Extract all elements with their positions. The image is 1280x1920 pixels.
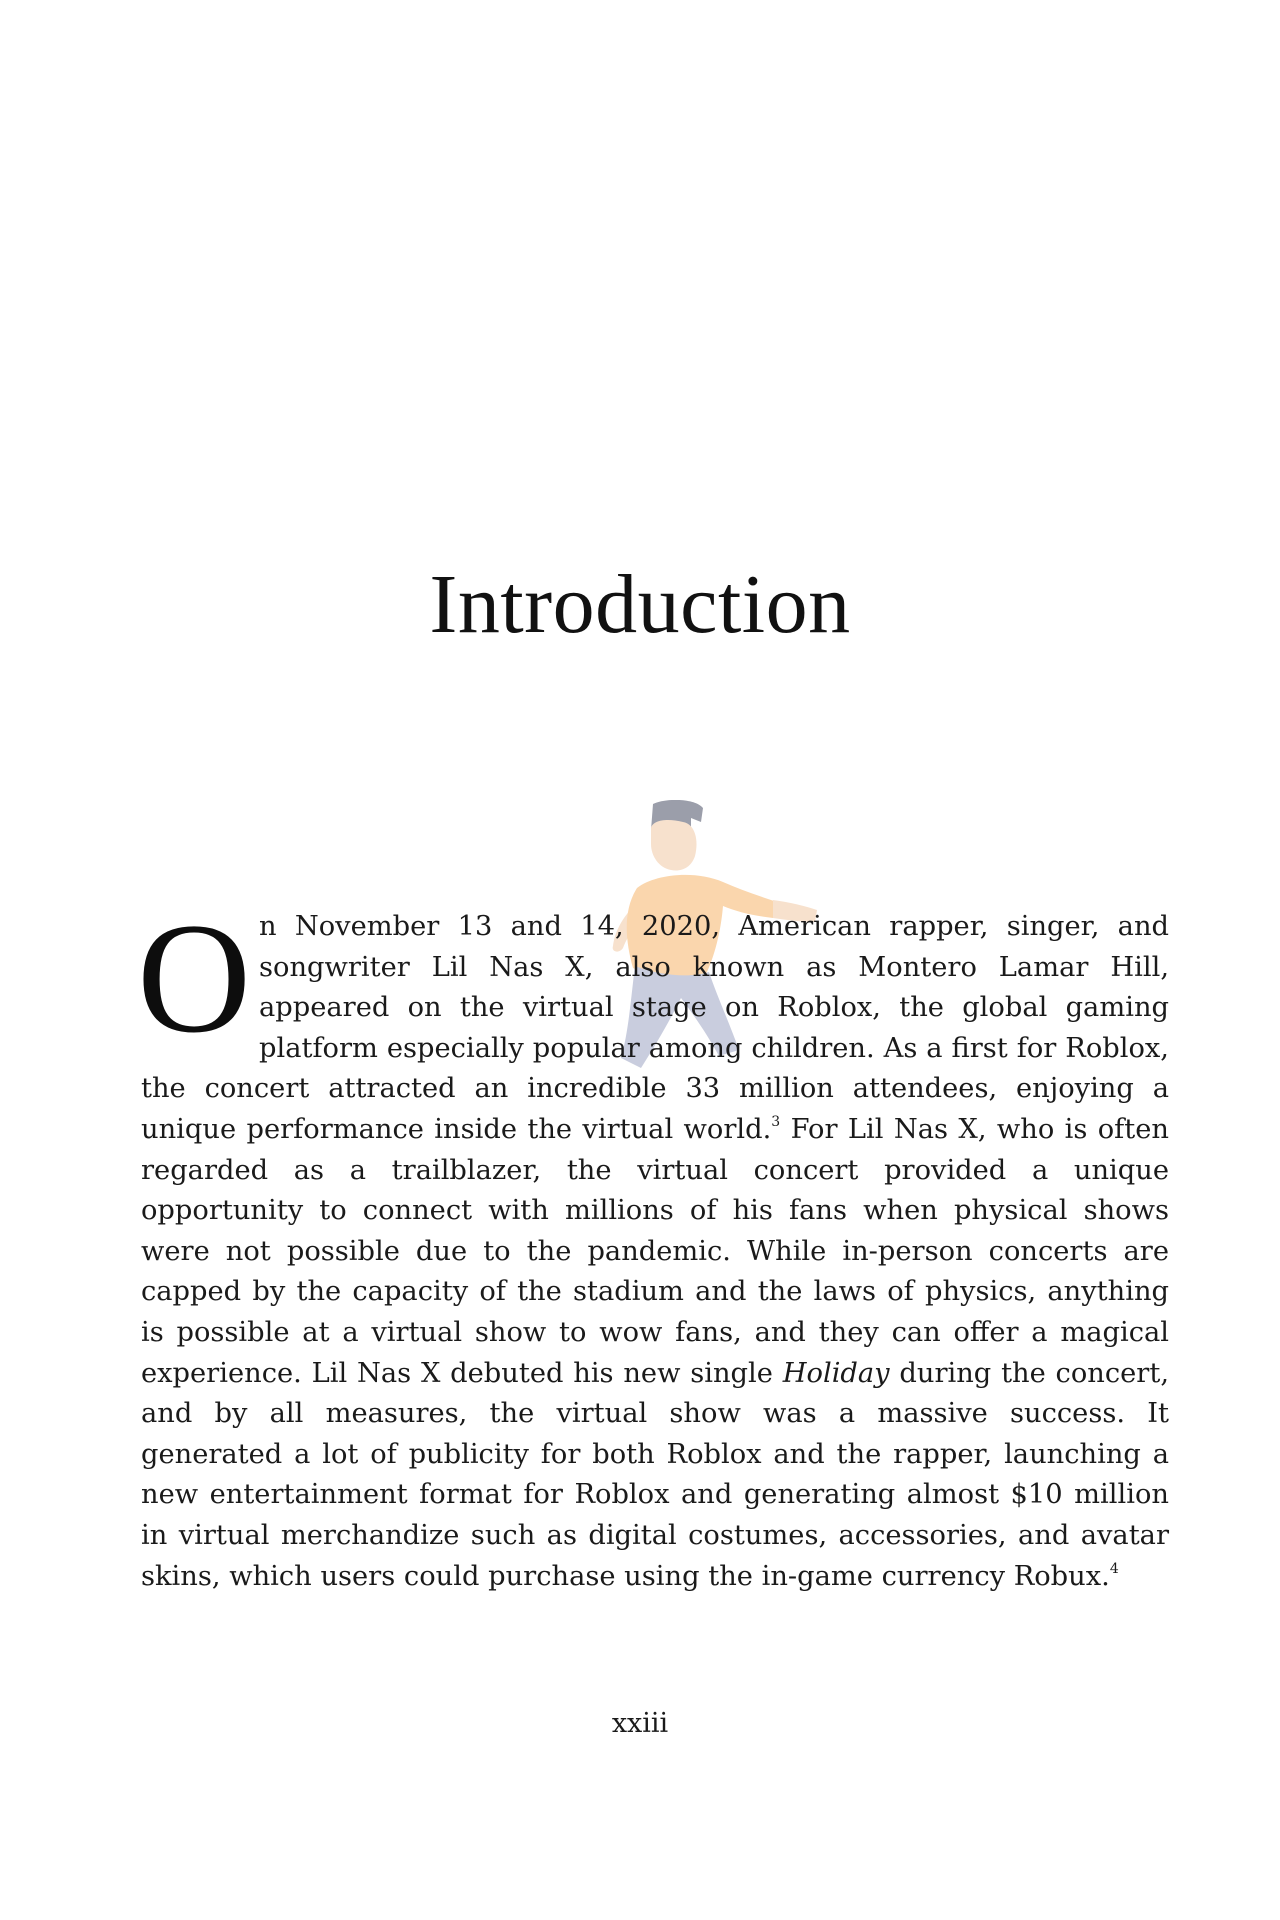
chapter-title: Introduction	[429, 558, 851, 651]
footnote-ref-4[interactable]: 4	[1109, 1560, 1119, 1577]
drop-cap: O	[137, 891, 252, 1066]
intro-paragraph	[137, 891, 1170, 1597]
paragraph-text-1: n November 13 and 14, 2020, American rapper, singer, and songwriter Lil Nas X, also known as Montero Lamar Hill, appeared on the virtual stage on Roblox, the global gaming platform especially popular among children. As a first for Roblox, the concert attracted an incredible 33 million attendees, enjoying a unique performance inside the virtual world.	[141, 911, 1169, 1145]
paragraph-text-2: For Lil Nas X, who is often regarded as a trailblazer, the virtual concert provided a unique opportunity to connect with millions of his fans when physical shows were not possible due to the pandemic. While in-person concerts are capped by the capacity of the stadium and the laws of physics, anything is possible at a virtual show to wow fans, and they can offer a magical experience. Lil Nas X debuted his new single	[141, 1113, 1169, 1389]
song-title: Holiday	[782, 1357, 890, 1389]
paragraph-text-3: during the concert, and by all measures, the virtual show was a massive success. It generated a lot of publicity for both Roblox and the rapper, launching a new entertainment format for Roblox and generating almost $10 million in virtual merchandize such as digital costumes, accessories, and avatar skins, which users could purchase using the in-game currency Robux.	[141, 1357, 1170, 1592]
page-number: xxiii	[611, 1708, 669, 1739]
footnote-ref-3[interactable]: 3	[771, 1113, 781, 1130]
